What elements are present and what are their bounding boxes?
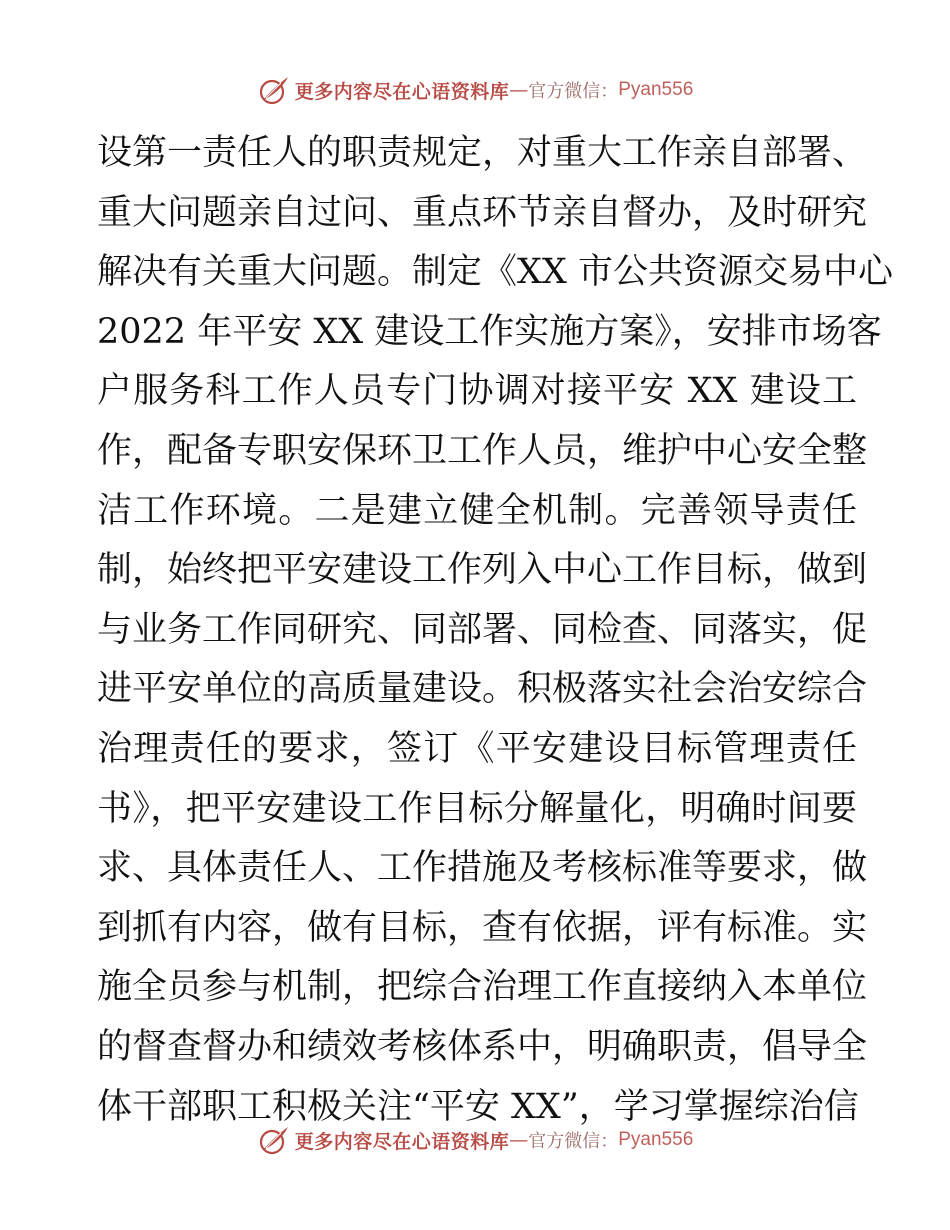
text-line: 2022 年平安 XX 建设工作实施方案》，安排市场客 — [97, 311, 882, 352]
text-line: 施全员参与机制，把综合治理工作直接纳入本单位 — [97, 967, 868, 1008]
feather-pen-logo-icon — [257, 1123, 291, 1157]
text-line: 解决有关重大问题。制定《XX 市公共资源交易中心 — [97, 252, 893, 293]
banner-wechat-id: Pyan556 — [618, 1129, 694, 1150]
banner-separator: — — [509, 79, 529, 101]
banner-label: 官方微信： — [528, 81, 619, 102]
footer-banner — [0, 1122, 950, 1158]
banner-label: 官方微信： — [528, 1131, 619, 1152]
text-line: 制，始终把平安建设工作列入中心工作目标，做到 — [97, 550, 868, 591]
text-line: 求、具体责任人、工作措施及考核标准等要求，做 — [97, 848, 868, 889]
body-paragraph — [97, 124, 893, 1137]
text-line: 书》，把平安建设工作目标分解量化，明确时间要 — [97, 788, 857, 829]
text-line: 进平安单位的高质量建设。积极落实社会治安综合 — [97, 669, 868, 710]
text-line: 设第一责任人的职责规定，对重大工作亲自部署、 — [97, 133, 868, 173]
text-line: 到抓有内容，做有目标，查有依据，评有标准。实 — [97, 907, 868, 948]
text-line: 户服务科工作人员专门协调对接平安 XX 建设工 — [97, 371, 857, 412]
text-line: 重大问题亲自过问、重点环节亲自督办，及时研究 — [97, 192, 868, 233]
banner-separator: — — [509, 1129, 529, 1151]
text-line: 与业务工作同研究、同部署、同检查、同落实，促 — [97, 609, 868, 650]
text-line: 的督查督办和绩效考核体系中，明确职责，倡导全 — [97, 1026, 868, 1067]
feather-pen-logo-icon — [257, 73, 291, 107]
banner-site-text: 更多内容尽在心语资料库 — [294, 80, 510, 103]
text-line: 体干部职工积极关注“平安 XX”，学习掌握综治信 — [97, 1086, 859, 1127]
text-line: 治理责任的要求，签订《平安建设目标管理责任 — [97, 728, 857, 769]
text-line: 作，配备专职安保环卫工作人员，维护中心安全整 — [97, 430, 868, 471]
text-line: 洁工作环境。二是建立健全机制。完善领导责任 — [97, 490, 857, 531]
banner-site-text: 更多内容尽在心语资料库 — [294, 1130, 510, 1153]
header-banner — [0, 72, 950, 108]
banner-wechat-id: Pyan556 — [618, 79, 694, 100]
